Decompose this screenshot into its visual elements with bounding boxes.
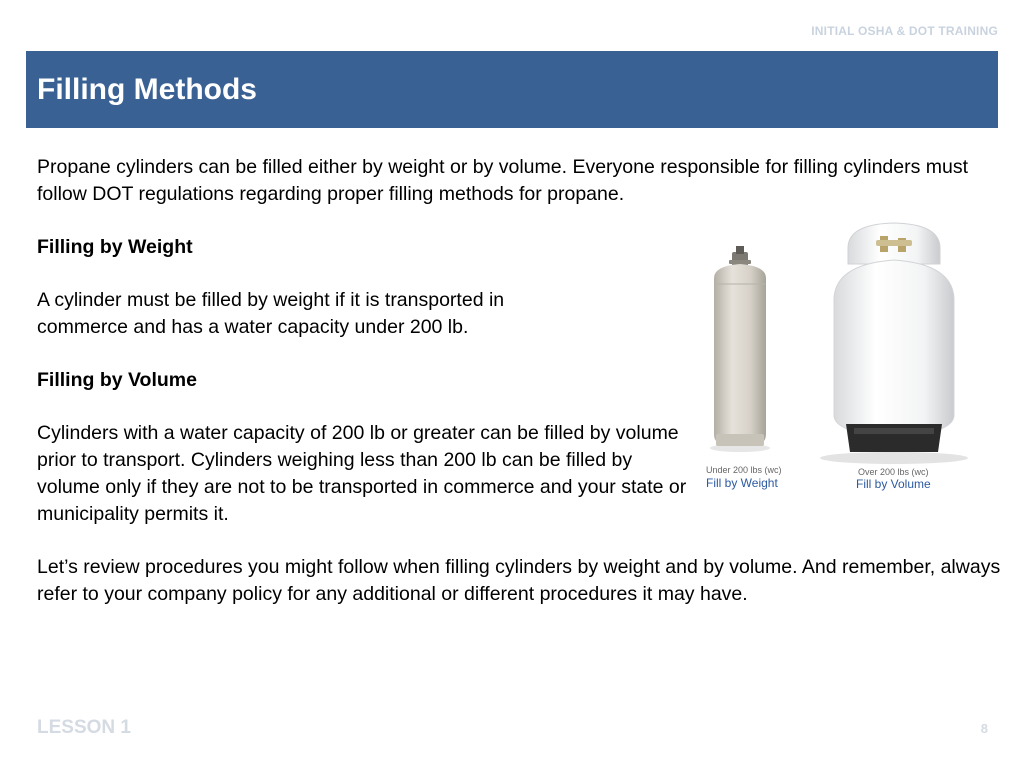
intro-paragraph: Propane cylinders can be filled either by weight or by volume. Everyone responsible for filling cylinders must follow DOT regulations regarding proper filling methods for propane. xyxy=(37,156,969,205)
right-caption-main: Fill by Volume xyxy=(856,477,931,491)
lesson-label: LESSON 1 xyxy=(37,717,131,738)
left-caption-small: Under 200 lbs (wc) xyxy=(706,465,782,475)
weight-heading: Filling by Weight xyxy=(37,236,193,258)
large-cylinder-icon xyxy=(820,223,968,464)
weight-paragraph: A cylinder must be filled by weight if it is transported in commerce and has a water capacity under 200 lb. xyxy=(37,289,505,338)
right-caption-small: Over 200 lbs (wc) xyxy=(858,467,929,477)
cylinders-figure xyxy=(696,220,996,500)
page-number: 8 xyxy=(980,721,988,736)
closing-paragraph: Let’s review procedures you might follow when filling cylinders by weight and by volume. And remember, always refer to your company policy for any additional or different procedures it may have. xyxy=(37,556,1001,605)
volume-paragraph: Cylinders with a water capacity of 200 lb or greater can be filled by volume prior to transport. Cylinders weighing less than 200 lb can be filled by volume only if they are not to be transported in commerce and your state or municipality permits it. xyxy=(37,422,687,525)
page-title: Filling Methods xyxy=(37,73,257,106)
small-cylinder-icon xyxy=(710,246,770,452)
title-bar xyxy=(26,51,998,128)
volume-heading: Filling by Volume xyxy=(37,369,197,391)
cylinders-illustration xyxy=(696,220,996,500)
course-label: INITIAL OSHA & DOT TRAINING xyxy=(811,24,998,38)
left-caption-main: Fill by Weight xyxy=(706,476,778,490)
